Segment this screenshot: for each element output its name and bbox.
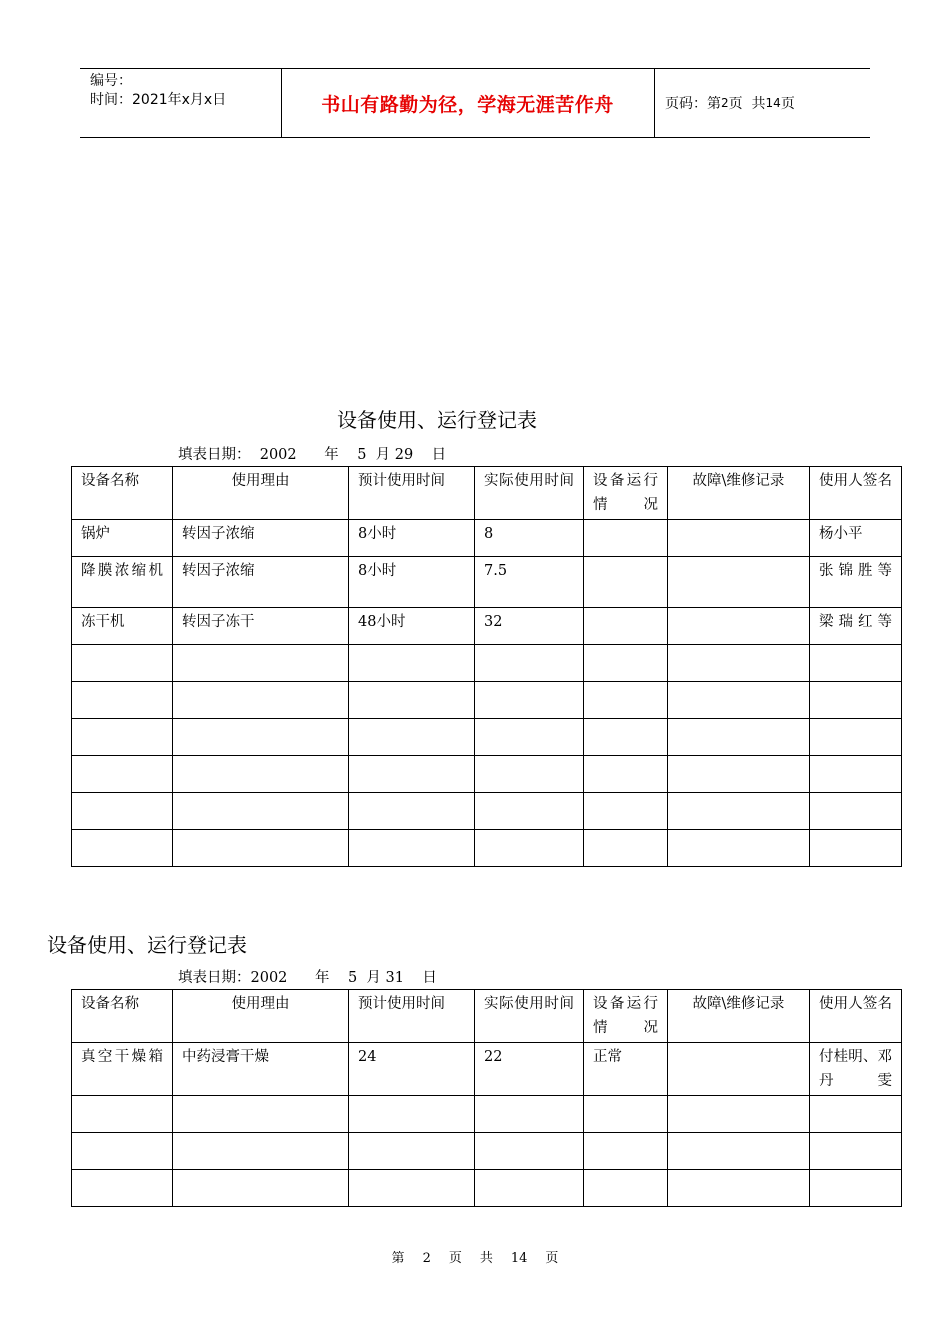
table-cell — [668, 793, 810, 830]
table-row — [72, 1170, 902, 1207]
table-cell — [349, 830, 475, 867]
table-cell: 32 — [475, 608, 584, 645]
table-cell — [173, 1096, 349, 1133]
table-cell: 梁瑞红等 — [810, 608, 902, 645]
table-row — [72, 520, 902, 557]
table-cell — [584, 520, 668, 557]
table-row — [72, 756, 902, 793]
table-cell — [584, 1096, 668, 1133]
column-header: 实际使用时间 — [475, 990, 584, 1043]
table-cell — [72, 756, 173, 793]
table-cell — [349, 719, 475, 756]
table-cell — [810, 645, 902, 682]
table-cell — [475, 756, 584, 793]
table-cell — [810, 793, 902, 830]
column-header: 故障\维修记录 — [668, 990, 810, 1043]
table-cell — [72, 1133, 173, 1170]
table-row — [72, 1133, 902, 1170]
table-cell — [475, 1170, 584, 1207]
table-cell — [668, 520, 810, 557]
table-cell — [668, 682, 810, 719]
header-row — [72, 990, 902, 1043]
table-row — [72, 1043, 902, 1096]
table-cell — [810, 682, 902, 719]
table-cell: 22 — [475, 1043, 584, 1096]
table-cell: 8小时 — [349, 557, 475, 608]
table-cell: 张锦胜等 — [810, 557, 902, 608]
table-cell — [584, 645, 668, 682]
page-suffix: 页 — [780, 96, 795, 112]
table-cell — [72, 1096, 173, 1133]
table-cell — [72, 719, 173, 756]
column-header: 故障\维修记录 — [668, 467, 810, 520]
table-cell — [584, 557, 668, 608]
column-header: 设备运行情况 — [584, 467, 668, 520]
table-cell — [668, 645, 810, 682]
table-cell: 锅炉 — [72, 520, 173, 557]
table-cell: 48小时 — [349, 608, 475, 645]
table-cell — [584, 1133, 668, 1170]
footer-part: 页 — [448, 1251, 462, 1266]
table-row — [72, 682, 902, 719]
table-cell — [173, 682, 349, 719]
form1-title: 设备使用、运行登记表 — [337, 408, 537, 432]
table-cell — [173, 793, 349, 830]
table-row — [72, 1096, 902, 1133]
table-cell — [584, 608, 668, 645]
footer-part: 14 — [510, 1251, 528, 1266]
number-label: 编号： — [90, 73, 132, 89]
table-cell — [810, 1170, 902, 1207]
page-prefix: 页码：第 — [665, 96, 721, 112]
page-total: 14 — [765, 96, 781, 110]
table-row — [72, 645, 902, 682]
table-cell — [173, 1133, 349, 1170]
header-divider — [654, 69, 655, 137]
table-cell — [349, 1133, 475, 1170]
table-cell — [668, 830, 810, 867]
table-cell — [584, 756, 668, 793]
table-cell — [173, 756, 349, 793]
table-cell — [810, 719, 902, 756]
column-header: 使用人签名 — [810, 990, 902, 1043]
table-cell — [349, 756, 475, 793]
table-cell — [810, 1133, 902, 1170]
table-cell — [668, 557, 810, 608]
table-cell — [668, 756, 810, 793]
table-cell — [668, 1096, 810, 1133]
form1-fill-date: 填表日期： 2002 年 5 月 29 日 — [178, 447, 447, 463]
table-cell — [475, 793, 584, 830]
table-cell — [584, 1170, 668, 1207]
table-cell — [72, 830, 173, 867]
table-cell — [475, 645, 584, 682]
table-cell — [173, 719, 349, 756]
table-cell: 杨小平 — [810, 520, 902, 557]
table-cell — [173, 1170, 349, 1207]
table-row — [72, 608, 902, 645]
table-row — [72, 793, 902, 830]
table-cell — [810, 1096, 902, 1133]
column-header: 使用理由 — [173, 467, 349, 520]
table-cell: 8小时 — [349, 520, 475, 557]
table-cell — [72, 793, 173, 830]
table-cell — [475, 1133, 584, 1170]
table-cell — [349, 793, 475, 830]
column-header: 使用人签名 — [810, 467, 902, 520]
table-cell — [668, 608, 810, 645]
table-cell — [584, 682, 668, 719]
table-cell — [349, 682, 475, 719]
form2-title: 设备使用、运行登记表 — [47, 933, 247, 957]
header-meta — [90, 72, 226, 110]
table-cell — [584, 719, 668, 756]
table-cell: 付桂明、邓丹雯 — [810, 1043, 902, 1096]
column-header: 预计使用时间 — [349, 467, 475, 520]
footer-part: 页 — [545, 1251, 559, 1266]
table-cell: 降膜浓缩机 — [72, 557, 173, 608]
footer-part: 2 — [422, 1251, 431, 1266]
document-header — [80, 68, 870, 138]
table-cell — [349, 1170, 475, 1207]
header-page-info — [665, 69, 795, 137]
table-cell — [475, 830, 584, 867]
table-cell — [668, 1170, 810, 1207]
table-cell — [349, 645, 475, 682]
column-header: 预计使用时间 — [349, 990, 475, 1043]
table-cell: 转因子冻干 — [173, 608, 349, 645]
table-cell: 24 — [349, 1043, 475, 1096]
table-cell: 中药浸膏干燥 — [173, 1043, 349, 1096]
form1-table — [71, 466, 902, 867]
table-cell — [72, 1170, 173, 1207]
table-row — [72, 719, 902, 756]
column-header: 设备名称 — [72, 990, 173, 1043]
page-footer — [0, 1247, 950, 1266]
table-row — [72, 557, 902, 608]
footer-part: 共 — [479, 1251, 493, 1266]
form2-fill-date: 填表日期：2002 年 5 月 31 日 — [178, 970, 437, 986]
page-mid: 页 共 — [728, 96, 766, 112]
table-cell — [475, 1096, 584, 1133]
footer-part: 第 — [391, 1251, 405, 1266]
table-cell — [349, 1096, 475, 1133]
table-cell: 转因子浓缩 — [173, 520, 349, 557]
form2-table — [71, 989, 902, 1207]
column-header: 实际使用时间 — [475, 467, 584, 520]
table-cell — [475, 719, 584, 756]
table-cell — [668, 1043, 810, 1096]
column-header: 设备名称 — [72, 467, 173, 520]
table-cell: 冻干机 — [72, 608, 173, 645]
column-header: 设备运行情况 — [584, 990, 668, 1043]
table-cell: 真空干燥箱 — [72, 1043, 173, 1096]
table-cell: 转因子浓缩 — [173, 557, 349, 608]
table-cell — [584, 793, 668, 830]
header-row — [72, 467, 902, 520]
page-current: 2 — [721, 96, 729, 110]
table-cell — [72, 645, 173, 682]
table-cell — [584, 830, 668, 867]
table-cell — [72, 682, 173, 719]
table-cell: 正常 — [584, 1043, 668, 1096]
time-label: 时间：2021年x月x日 — [90, 92, 227, 108]
table-cell — [173, 830, 349, 867]
column-header: 使用理由 — [173, 990, 349, 1043]
table-cell — [668, 1133, 810, 1170]
table-cell: 8 — [475, 520, 584, 557]
motto: 书山有路勤为径，学海无涯苦作舟 — [321, 93, 614, 116]
table-row — [72, 830, 902, 867]
table-cell — [668, 719, 810, 756]
table-cell — [173, 645, 349, 682]
table-cell — [810, 756, 902, 793]
table-cell: 7.5 — [475, 557, 584, 608]
table-cell — [475, 682, 584, 719]
table-cell — [810, 830, 902, 867]
